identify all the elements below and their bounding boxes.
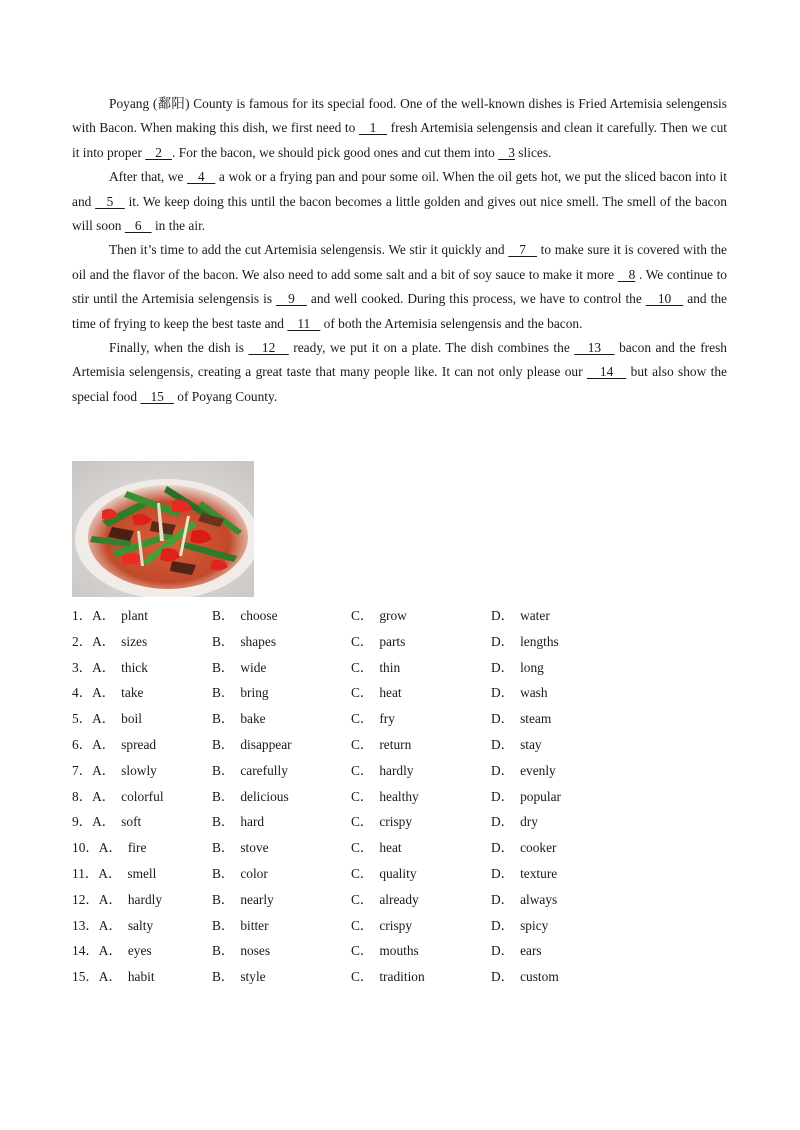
option-b	[212, 655, 266, 681]
option-word: already	[379, 891, 419, 907]
option-word: mouths	[379, 943, 419, 959]
option-c	[351, 913, 412, 939]
blank-number: 5	[95, 193, 125, 209]
option-c	[351, 809, 412, 835]
question-number: 11．	[72, 865, 99, 881]
passage-text: of Poyang County.	[173, 388, 278, 404]
option-b	[212, 861, 268, 887]
option-d	[491, 887, 557, 913]
option-word: texture	[520, 865, 558, 881]
option-letter: B．	[212, 685, 235, 701]
option-letter: B．	[212, 917, 235, 933]
option-letter: D．	[491, 633, 515, 649]
passage-text: ready, we put it on a plate. The dish combines the	[288, 340, 575, 356]
option-word: delicious	[240, 788, 289, 804]
option-b	[212, 938, 270, 964]
option-word: style	[240, 969, 266, 985]
passage-text: After that, we	[109, 169, 188, 185]
option-letter: A．	[98, 969, 122, 985]
question-row	[72, 655, 632, 681]
option-letter: D．	[491, 814, 515, 830]
option-letter: B．	[212, 608, 235, 623]
option-word: habit	[127, 969, 155, 985]
option-b	[212, 784, 289, 810]
fried-artemisia-bacon-image	[72, 461, 254, 597]
question-row	[72, 913, 632, 939]
option-letter: A．	[92, 814, 116, 830]
question-row	[72, 784, 632, 810]
option-word: shapes	[240, 633, 277, 649]
option-b	[212, 809, 264, 835]
option-c	[351, 758, 414, 784]
passage-text: in the air.	[151, 218, 206, 234]
option-word: wide	[240, 659, 267, 675]
passage-text: of both the Artemisia selengensis and the bacon.	[320, 315, 583, 331]
option-letter: C．	[351, 788, 374, 804]
option-word: bitter	[240, 917, 269, 933]
option-b	[212, 758, 288, 784]
option-word: stove	[240, 840, 269, 856]
option-b	[212, 732, 292, 758]
passage-text: ) County is famous for its special food. One of the well-known dishes is Fried Artemisia selengensis with Bacon. When making this dish, we first need to	[72, 96, 727, 136]
question-number: 6．	[72, 736, 93, 752]
option-d	[491, 938, 542, 964]
option-letter: B．	[212, 633, 235, 649]
option-letter: C．	[351, 736, 374, 752]
passage-text: . We continue to stir until the Artemisia selengensis is	[72, 266, 728, 307]
option-word: eyes	[127, 943, 152, 959]
passage-paragraph	[72, 336, 727, 409]
option-letter: C．	[351, 685, 374, 701]
option-word: carefully	[240, 762, 288, 778]
option-letter: A．	[98, 917, 122, 933]
option-c	[351, 655, 400, 681]
option-letter: A．	[92, 736, 116, 752]
passage-text: Poyang (	[109, 96, 158, 111]
option-letter: C．	[351, 840, 374, 856]
question-row	[72, 809, 632, 835]
option-word: hardly	[127, 891, 163, 907]
question-row	[72, 887, 632, 913]
blank-number: 1	[358, 120, 388, 136]
blank-number: 4	[187, 169, 216, 185]
option-word: hardly	[379, 762, 414, 778]
question-row	[72, 938, 632, 964]
option-letter: B．	[212, 659, 235, 675]
option-word: heat	[379, 840, 402, 856]
blank-number: 6	[124, 218, 152, 234]
option-word: popular	[520, 788, 561, 804]
blank-number: 9	[276, 291, 307, 307]
option-c	[351, 835, 402, 861]
option-a	[72, 629, 147, 655]
option-a	[72, 835, 146, 861]
option-letter: C．	[351, 891, 374, 907]
passage-text: and the time of frying to keep the best taste and	[72, 291, 727, 331]
option-word: crispy	[379, 814, 413, 830]
option-word: parts	[379, 633, 406, 649]
option-letter: B．	[212, 762, 235, 778]
option-word: ears	[520, 943, 542, 959]
option-letter: C．	[351, 917, 374, 933]
option-letter: D．	[491, 917, 515, 933]
question-row	[72, 964, 632, 990]
option-word: water	[520, 608, 550, 623]
option-word: stay	[520, 736, 542, 752]
option-letter: C．	[351, 659, 374, 675]
option-word: return	[379, 736, 412, 752]
question-number: 14．	[72, 943, 99, 959]
option-b	[212, 835, 269, 861]
passage-text: but also show the special food	[72, 364, 727, 404]
option-b	[212, 680, 269, 706]
option-letter: C．	[351, 633, 374, 649]
option-word: grow	[379, 608, 407, 623]
question-number: 7．	[72, 762, 93, 778]
option-letter: B．	[212, 891, 235, 907]
question-row	[72, 680, 632, 706]
option-c	[351, 938, 419, 964]
option-letter: A．	[98, 891, 122, 907]
option-word: hard	[240, 814, 265, 830]
blank-number: 13	[574, 340, 615, 356]
blank-number: 8	[617, 266, 636, 282]
option-d	[491, 655, 544, 681]
blank-number: 2	[145, 144, 173, 160]
option-letter: D．	[491, 969, 515, 985]
option-word: boil	[121, 711, 142, 727]
blank-number: 3	[498, 144, 515, 160]
option-c	[351, 629, 405, 655]
option-letter: B．	[212, 943, 235, 959]
option-letter: D．	[491, 891, 515, 907]
option-a	[72, 887, 162, 913]
option-word: soft	[121, 814, 142, 830]
option-c	[351, 732, 411, 758]
option-word: noses	[240, 943, 271, 959]
option-word: cooker	[520, 840, 557, 856]
option-b	[212, 913, 269, 939]
option-letter: B．	[212, 736, 235, 752]
blank-number: 10	[645, 291, 684, 307]
option-letter: C．	[351, 943, 374, 959]
option-letter: D．	[491, 736, 515, 752]
option-word: healthy	[379, 788, 419, 804]
option-d	[491, 706, 551, 732]
question-number: 1．	[72, 608, 93, 623]
option-word: steam	[520, 711, 552, 727]
option-b	[212, 629, 276, 655]
option-letter: A．	[92, 711, 116, 727]
option-letter: D．	[491, 788, 515, 804]
passage-text: it. We keep doing this until the bacon becomes a little golden and gives out nice smell. The smell of the bacon will soon	[72, 193, 727, 234]
question-number: 15．	[72, 969, 99, 985]
option-word: wash	[520, 685, 548, 701]
option-word: bring	[240, 685, 269, 701]
option-word: thin	[379, 659, 401, 675]
option-word: evenly	[520, 762, 556, 778]
option-word: slowly	[121, 762, 157, 778]
option-a	[72, 732, 156, 758]
question-number: 8．	[72, 788, 93, 804]
option-word: custom	[520, 969, 559, 985]
option-word: sizes	[121, 633, 148, 649]
option-word: colorful	[121, 788, 164, 804]
question-row	[72, 758, 632, 784]
option-d	[491, 629, 559, 655]
option-a	[72, 784, 164, 810]
question-row	[72, 706, 632, 732]
option-letter: C．	[351, 969, 374, 985]
option-word: lengths	[520, 633, 559, 649]
option-letter: B．	[212, 969, 235, 985]
option-letter: A．	[92, 633, 116, 649]
option-word: long	[520, 659, 544, 675]
option-a	[72, 603, 148, 629]
option-word: thick	[121, 659, 148, 675]
option-letter: D．	[491, 711, 515, 727]
option-letter: D．	[491, 865, 515, 881]
option-d	[491, 809, 538, 835]
option-word: disappear	[240, 736, 292, 752]
passage-paragraph	[72, 165, 727, 238]
passage-text: Finally, when the dish is	[109, 340, 249, 356]
option-c	[351, 706, 395, 732]
option-a	[72, 680, 143, 706]
option-word: salty	[127, 917, 154, 933]
blank-number: 14	[586, 364, 627, 380]
option-letter: C．	[351, 762, 374, 778]
option-word: heat	[379, 685, 402, 701]
blank-number: 15	[140, 388, 174, 404]
option-d	[491, 784, 561, 810]
option-letter: D．	[491, 608, 515, 623]
option-letter: D．	[491, 762, 515, 778]
option-d	[491, 861, 557, 887]
option-d	[491, 680, 548, 706]
option-letter: D．	[491, 685, 515, 701]
option-word: take	[121, 685, 144, 701]
blank-number: 12	[248, 340, 289, 356]
option-letter: C．	[351, 814, 374, 830]
question-list	[72, 603, 632, 990]
option-word: always	[520, 891, 558, 907]
option-letter: D．	[491, 840, 515, 856]
option-b	[212, 706, 266, 732]
question-row	[72, 835, 632, 861]
passage-paragraph	[72, 238, 727, 336]
option-c	[351, 603, 407, 629]
option-c	[351, 861, 417, 887]
option-letter: A．	[98, 943, 122, 959]
option-letter: A．	[92, 685, 116, 701]
option-c	[351, 680, 402, 706]
question-row	[72, 732, 632, 758]
question-number: 4．	[72, 685, 93, 701]
passage-text: . For the bacon, we should pick good ones and cut them into	[172, 144, 499, 160]
option-a	[72, 655, 148, 681]
option-a	[72, 913, 153, 939]
passage	[72, 92, 727, 409]
option-letter: A．	[98, 840, 122, 856]
option-d	[491, 835, 557, 861]
option-letter: C．	[351, 711, 374, 727]
option-b	[212, 964, 266, 990]
option-word: spread	[121, 736, 157, 752]
option-letter: B．	[212, 788, 235, 804]
option-letter: B．	[212, 711, 235, 727]
option-word: crispy	[379, 917, 413, 933]
option-a	[72, 964, 155, 990]
option-d	[491, 732, 542, 758]
option-word: spicy	[520, 917, 549, 933]
option-a	[72, 861, 156, 887]
option-a	[72, 809, 141, 835]
option-letter: A．	[92, 659, 116, 675]
option-a	[72, 706, 142, 732]
option-letter: C．	[351, 865, 374, 881]
option-word: fire	[127, 840, 147, 856]
option-word: color	[240, 865, 268, 881]
option-d	[491, 913, 548, 939]
option-word: tradition	[379, 969, 425, 985]
passage-paragraph	[72, 92, 727, 165]
passage-text: to make sure it is covered with the oil and the flavor of the bacon. We also need to add some salt and a bit of soy sauce to make it more	[72, 242, 728, 282]
option-b	[212, 887, 274, 913]
question-row	[72, 629, 632, 655]
question-number: 10．	[72, 840, 99, 856]
question-number: 9．	[72, 814, 93, 830]
passage-text: and well cooked. During this process, we have to control the	[306, 291, 646, 307]
option-a	[72, 758, 157, 784]
option-word: quality	[379, 865, 417, 881]
option-word: plant	[121, 608, 148, 623]
question-number: 3．	[72, 659, 93, 675]
option-word: nearly	[240, 891, 274, 907]
option-d	[491, 603, 550, 629]
option-letter: A．	[92, 762, 116, 778]
passage-text: fresh Artemisia selengensis and clean it carefully. Then we cut it into proper	[72, 120, 727, 160]
option-letter: B．	[212, 865, 235, 881]
question-row	[72, 861, 632, 887]
option-c	[351, 887, 419, 913]
option-d	[491, 964, 559, 990]
dish-photo	[72, 461, 254, 597]
option-word: fry	[379, 711, 395, 727]
passage-text: Then it’s time to add the cut Artemisia selengensis. We stir it quickly and	[109, 242, 509, 258]
passage-text: slices.	[514, 144, 552, 160]
option-b	[212, 603, 278, 629]
option-letter: A．	[92, 788, 116, 804]
option-letter: C．	[351, 608, 374, 623]
option-word: choose	[240, 608, 278, 623]
option-letter: D．	[491, 659, 515, 675]
blank-number: 11	[287, 315, 321, 331]
passage-text: bacon and the fresh Artemisia selengensis, creating a great taste that many people like. It can not only please our	[72, 340, 727, 380]
option-letter: D．	[491, 943, 515, 959]
option-letter: B．	[212, 814, 235, 830]
passage-text: a wok or a frying pan and pour some oil. When the oil gets hot, we put the sliced bacon into it and	[72, 169, 727, 209]
question-number: 12．	[72, 891, 99, 907]
blank-number: 7	[508, 242, 537, 258]
passage-text: 鄱阳	[157, 96, 186, 111]
option-word: bake	[240, 711, 266, 727]
option-d	[491, 758, 556, 784]
option-letter: A．	[92, 608, 116, 623]
option-c	[351, 784, 419, 810]
option-word: dry	[520, 814, 538, 830]
option-a	[72, 938, 152, 964]
option-c	[351, 964, 425, 990]
question-number: 13．	[72, 917, 99, 933]
question-row	[72, 603, 632, 629]
question-number: 5．	[72, 711, 93, 727]
option-word: smell	[127, 865, 157, 881]
option-letter: A．	[98, 865, 122, 881]
option-letter: B．	[212, 840, 235, 856]
question-number: 2．	[72, 633, 93, 649]
